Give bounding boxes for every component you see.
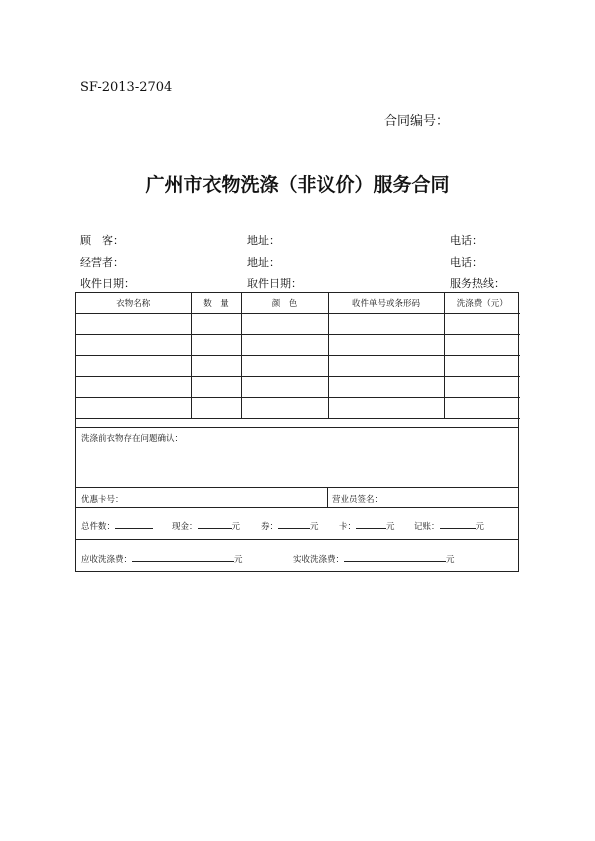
- document-title: 广州市衣物洗涤（非议价）服务合同: [145, 174, 450, 196]
- header-quantity: 数 量: [191, 293, 241, 314]
- receivable-fee-blank[interactable]: [132, 552, 234, 562]
- pre-wash-issues-box[interactable]: [76, 427, 518, 487]
- cell-color[interactable]: [241, 377, 328, 398]
- cash-field[interactable]: [172, 519, 240, 532]
- table-row: [76, 335, 520, 356]
- cell-item-name[interactable]: [76, 398, 191, 419]
- voucher-label: 券：: [261, 522, 279, 532]
- cell-quantity[interactable]: [191, 356, 241, 377]
- voucher-field[interactable]: [261, 519, 319, 532]
- table-row: [76, 377, 520, 398]
- receive-date-label: 收件日期：: [80, 277, 135, 290]
- receivable-fee-field[interactable]: [81, 552, 243, 565]
- items-table: [76, 293, 520, 419]
- operator-phone-label: 电话：: [450, 256, 483, 269]
- cell-washing-fee[interactable]: [444, 356, 520, 377]
- actual-fee-label: 实收洗涤费：: [293, 555, 345, 565]
- cell-quantity[interactable]: [191, 398, 241, 419]
- cell-receipt-barcode[interactable]: [328, 314, 444, 335]
- staff-signature-label: 营业员签名：: [332, 495, 384, 505]
- cell-washing-fee[interactable]: [444, 335, 520, 356]
- card-field[interactable]: [339, 519, 395, 532]
- cell-item-name[interactable]: [76, 314, 191, 335]
- cell-receipt-barcode[interactable]: [328, 377, 444, 398]
- cell-quantity[interactable]: [191, 335, 241, 356]
- table-row: [76, 356, 520, 377]
- cash-unit: 元: [231, 522, 241, 532]
- receivable-fee-unit: 元: [234, 555, 243, 565]
- cell-color[interactable]: [241, 314, 328, 335]
- header-item-name: 衣物名称: [76, 293, 191, 314]
- operator-label: 经营者：: [80, 256, 124, 269]
- voucher-blank[interactable]: [278, 519, 310, 529]
- card-label: 卡：: [339, 522, 357, 532]
- cell-item-name[interactable]: [76, 335, 191, 356]
- cell-receipt-barcode[interactable]: [328, 356, 444, 377]
- card-sign-row: [76, 487, 518, 507]
- card-blank[interactable]: [356, 519, 386, 529]
- cell-quantity[interactable]: [191, 377, 241, 398]
- on-account-blank[interactable]: [440, 519, 476, 529]
- laundry-form: [75, 292, 519, 572]
- cash-blank[interactable]: [198, 519, 232, 529]
- operator-address-label: 地址：: [247, 256, 280, 269]
- fee-due-row: [76, 539, 518, 572]
- total-pieces-label: 总件数：: [81, 522, 116, 532]
- table-row: [76, 398, 520, 419]
- cell-color[interactable]: [241, 398, 328, 419]
- actual-fee-unit: 元: [446, 555, 455, 565]
- cell-washing-fee[interactable]: [444, 377, 520, 398]
- service-hotline-label: 服务热线：: [450, 277, 505, 290]
- discount-card-label: 优惠卡号：: [81, 495, 124, 505]
- cell-quantity[interactable]: [191, 314, 241, 335]
- pre-wash-issues-label: 洗涤前衣物存在问题确认：: [81, 434, 184, 444]
- on-account-label: 记账：: [414, 522, 440, 532]
- card-unit: 元: [386, 522, 395, 532]
- voucher-unit: 元: [310, 522, 319, 532]
- header-washing-fee: 洗涤费（元）: [444, 293, 520, 314]
- actual-fee-field[interactable]: [293, 552, 455, 565]
- table-header-row: [76, 293, 520, 314]
- contract-number-label: 合同编号：: [384, 114, 450, 129]
- cell-color[interactable]: [241, 356, 328, 377]
- actual-fee-blank[interactable]: [344, 552, 446, 562]
- total-pieces-blank[interactable]: [115, 519, 153, 529]
- payment-row: [76, 507, 518, 539]
- header-color: 颜 色: [241, 293, 328, 314]
- pickup-date-label: 取件日期：: [247, 277, 302, 290]
- receivable-fee-label: 应收洗涤费：: [81, 555, 133, 565]
- total-pieces-field[interactable]: [81, 519, 153, 532]
- customer-address-label: 地址：: [247, 234, 280, 247]
- table-row: [76, 314, 520, 335]
- customer-phone-label: 电话：: [450, 234, 483, 247]
- on-account-field[interactable]: [414, 519, 484, 532]
- cell-washing-fee[interactable]: [444, 314, 520, 335]
- cash-label: 现金：: [172, 522, 198, 532]
- on-account-unit: 元: [475, 522, 485, 532]
- customer-label: 顾 客：: [80, 234, 124, 247]
- cell-item-name[interactable]: [76, 377, 191, 398]
- document-code: SF-2013-2704: [80, 80, 173, 95]
- cell-item-name[interactable]: [76, 356, 191, 377]
- row-divider: [327, 488, 328, 507]
- header-receipt-barcode: 收件单号或条形码: [328, 293, 444, 314]
- cell-receipt-barcode[interactable]: [328, 398, 444, 419]
- cell-color[interactable]: [241, 335, 328, 356]
- cell-washing-fee[interactable]: [444, 398, 520, 419]
- cell-receipt-barcode[interactable]: [328, 335, 444, 356]
